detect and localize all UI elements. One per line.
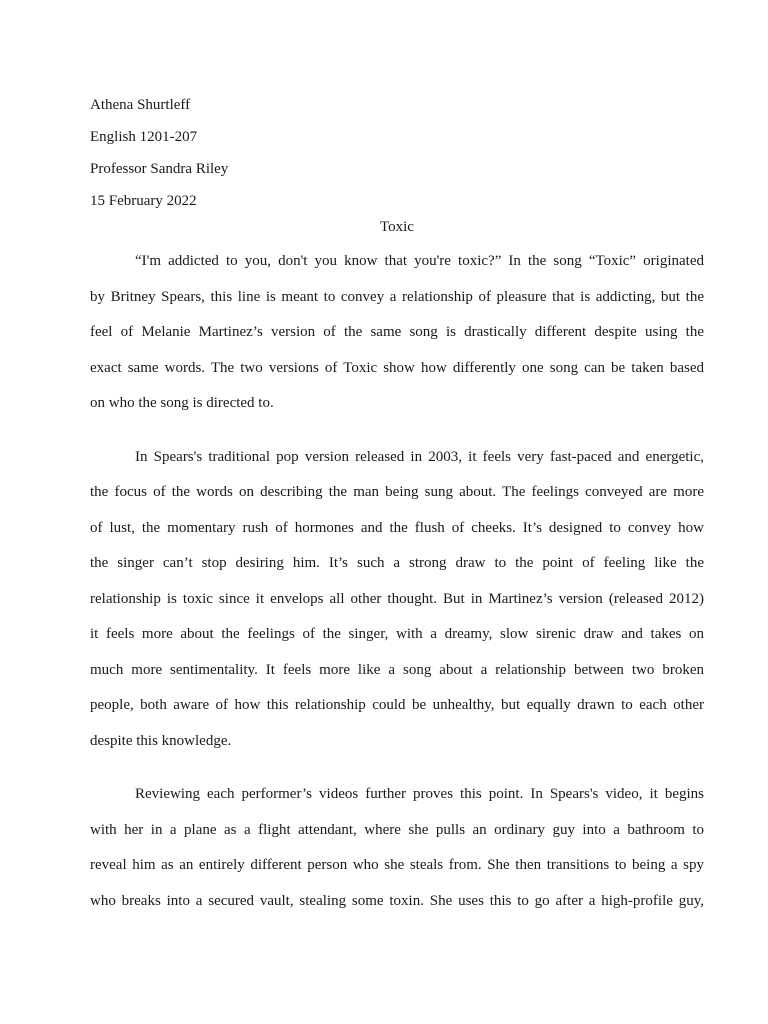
paragraph-line: it feels more about the feelings of the singer, with a dreamy, slow sirenic draw and takes on (90, 626, 704, 642)
paragraph-line: the singer can’t stop desiring him. It’s such a strong draw to the point of feeling like the (90, 555, 704, 571)
paragraph-line: on who the song is directed to. (90, 395, 274, 411)
paragraph-line: people, both aware of how this relationship could be unhealthy, but equally drawn to each other (90, 697, 704, 713)
paragraph-2 (90, 440, 704, 760)
paragraph-line: relationship is toxic since it envelops all other thought. But in Martinez’s version (released 2012) (90, 590, 704, 607)
author-name: Athena Shurtleff (90, 97, 191, 113)
paragraph-line: with her in a plane as a flight attendant, where she pulls an ordinary guy into a bathroom to (90, 821, 704, 838)
paragraph-line: “I'm addicted to you, don't you know that you're toxic?” In the song “Toxic” originated (135, 253, 704, 269)
paragraph-line: of lust, the momentary rush of hormones and the flush of cheeks. It’s designed to convey how (90, 519, 704, 536)
paragraph-line: much more sentimentality. It feels more like a song about a relationship between two broken (90, 661, 704, 678)
paragraph-line: reveal him as an entirely different person who she steals from. She then transitions to being a spy (90, 857, 704, 873)
paragraph-line: by Britney Spears, this line is meant to convey a relationship of pleasure that is addicting, but the (90, 288, 704, 305)
paragraph-line: the focus of the words on describing the man being sung about. The feelings conveyed are more (90, 484, 704, 500)
essay-body (90, 94, 704, 919)
paragraph-line: feel of Melanie Martinez’s version of the same song is drastically different despite using the (90, 324, 704, 340)
paragraph-line: In Spears's traditional pop version released in 2003, it feels very fast-paced and energetic, (135, 448, 704, 465)
professor-name: Professor Sandra Riley (90, 161, 229, 177)
paragraph-line: despite this knowledge. (90, 732, 232, 749)
essay-date: 15 February 2022 (90, 193, 197, 209)
paragraph-spacer (90, 759, 704, 777)
paragraph-line: who breaks into a secured vault, stealing some toxin. She uses this to go after a high-profile guy, (90, 892, 704, 909)
paragraph-1 (90, 244, 704, 422)
paragraph-line: Reviewing each performer’s videos further proves this point. In Spears's video, it begins (135, 786, 704, 802)
paragraph-line: exact same words. The two versions of Toxic show how differently one song can be taken based (90, 359, 704, 376)
paragraph-3 (90, 777, 704, 919)
paragraph-spacer (90, 422, 704, 440)
essay-title: Toxic (380, 219, 414, 235)
course-code: English 1201-207 (90, 129, 198, 145)
